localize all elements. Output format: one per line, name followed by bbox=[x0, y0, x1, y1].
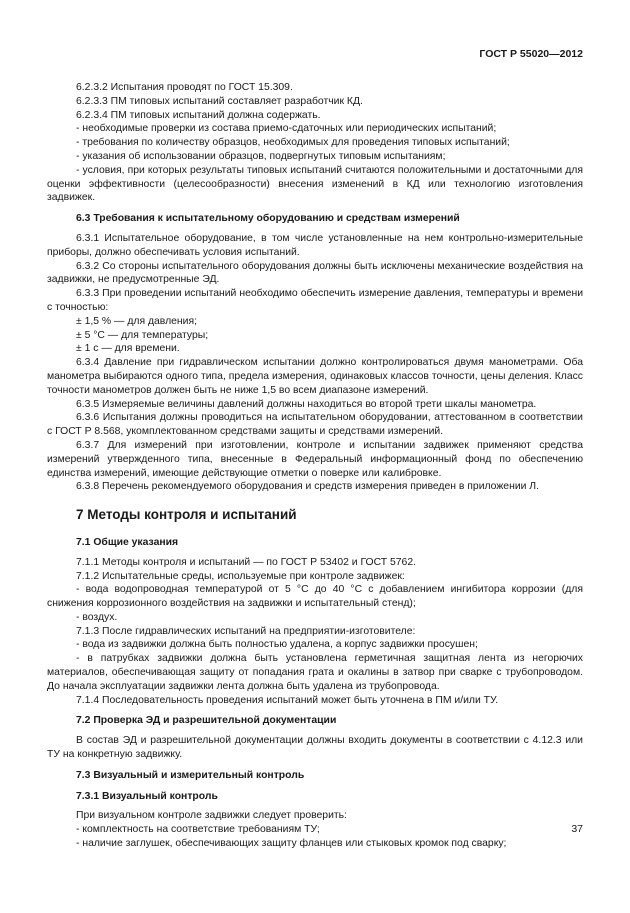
paragraph: 6.3.2 Со стороны испытательного оборудования должны быть исключены механические воздействия на задвижки, не предусмотренные ЭД. bbox=[47, 260, 583, 286]
list-item: - требования по количеству образцов, необходимых для проведения типовых испытаний; bbox=[76, 137, 510, 149]
paragraph: 7.1.4 Последовательность проведения испытаний может быть уточнена в ПМ и/или ТУ. bbox=[76, 694, 499, 706]
list-item: - необходимые проверки из состава приемо-сдаточных или периодических испытаний; bbox=[76, 123, 497, 135]
section-heading-6-3: 6.3 Требования к испытательному оборудованию и средствам измерений bbox=[76, 213, 460, 225]
page-number: 37 bbox=[571, 823, 583, 835]
document-id-header: ГОСТ Р 55020—2012 bbox=[479, 48, 583, 60]
paragraph: 6.3.4 Давление при гидравлическом испытании должно контролироваться двумя манометрами. Оба манометра выбираются одного типа, предела измерения, одинаковых классов точности, цены деления. Класс точности манометров должен быть не ниже 1,5 во всем диапазоне измерений. bbox=[47, 357, 583, 396]
paragraph: 7.1.1 Методы контроля и испытаний — по ГОСТ Р 53402 и ГОСТ 5762. bbox=[76, 556, 416, 568]
section-heading-7-1: 7.1 Общие указания bbox=[76, 536, 179, 548]
paragraph: При визуальном контроле задвижки следует проверить: bbox=[76, 810, 347, 822]
list-item: - условия, при которых результаты типовых испытаний считаются положительными и достаточными для оценки эффективности (целесообразности) внесения изменений в КД или технологию изготовления задвижек. bbox=[47, 164, 583, 204]
list-item: ± 1 с — для времени. bbox=[76, 343, 180, 355]
list-item: ± 5 °С — для температуры; bbox=[76, 329, 209, 341]
subsection-heading-7-3-1: 7.3.1 Визуальный контроль bbox=[76, 790, 218, 802]
paragraph: В состав ЭД и разрешительной документации должны входить документы в соответствии с 4.12.3 или ТУ на конкретную задвижку. bbox=[47, 735, 583, 761]
section-heading-7-3: 7.3 Визуальный и измерительный контроль bbox=[76, 769, 305, 781]
list-item: ± 1,5 % — для давления; bbox=[76, 315, 197, 327]
list-item: - в патрубках задвижки должна быть установлена герметичная защитная лента из негорючих материалов, обеспечивающая защиту от попадания грата и окалины в затвор при сварке с трубопроводом. До начала эксплуатации задвижки лента должна быть удалена из трубопровода. bbox=[47, 653, 583, 692]
section-heading-7-2: 7.2 Проверка ЭД и разрешительной документации bbox=[76, 715, 337, 727]
paragraph: 6.3.6 Испытания должны проводиться на испытательном оборудовании, аттестованном в соответствии с ГОСТ Р 8.568, укомплектованном средствами защиты и средствами измерений. bbox=[47, 412, 583, 438]
paragraph: 6.3.7 Для измерений при изготовлении, контроле и испытании задвижек применяют средства измерений утвержденного типа, внесенные в Федеральный информационный фонд по обеспечению единства измерений, имеющие действующие отметки о поверке или калибровке. bbox=[47, 439, 583, 479]
paragraph: 6.2.3.4 ПМ типовых испытаний должна содержать. bbox=[76, 109, 321, 121]
paragraph: 6.3.3 При проведении испытаний необходимо обеспечить измерение давления, температуры и времени с точностью: bbox=[47, 288, 583, 313]
paragraph: 7.1.2 Испытательные среды, используемые при контроле задвижек: bbox=[76, 570, 405, 582]
paragraph: 6.3.5 Измеряемые величины давлений должны находиться во второй трети шкалы манометра. bbox=[76, 398, 537, 410]
chapter-heading-7: 7 Методы контроля и испытаний bbox=[76, 507, 297, 523]
list-item: - вода водопроводная температурой от 5 °С до 40 °С с добавлением ингибитора коррозии (для снижения коррозионного воздействия на задвижки и испытательный стенд); bbox=[47, 584, 583, 610]
paragraph: 6.2.3.2 Испытания проводят по ГОСТ 15.309. bbox=[76, 82, 293, 93]
list-item: - наличие заглушек, обеспечивающих защиту фланцев или стыковых кромок под сварку; bbox=[76, 838, 507, 850]
page-content bbox=[47, 81, 583, 851]
paragraph: 6.2.3.3 ПМ типовых испытаний составляет разработчик КД. bbox=[76, 95, 363, 107]
list-item: - воздух. bbox=[76, 611, 118, 623]
list-item: - комплектность на соответствие требованиям ТУ; bbox=[76, 824, 320, 836]
list-item: - вода из задвижки должна быть полностью удалена, а корпус задвижки просушен; bbox=[76, 639, 478, 651]
list-item: - указания об использовании образцов, подвергнутых типовым испытаниям; bbox=[76, 150, 446, 162]
paragraph: 7.1.3 После гидравлических испытаний на предприятии-изготовителе: bbox=[76, 625, 416, 637]
paragraph: 6.3.8 Перечень рекомендуемого оборудования и средств измерения приведен в приложении Л. bbox=[76, 481, 540, 493]
paragraph: 6.3.1 Испытательное оборудование, в том числе установленные на нем контрольно-измерительные приборы, должно обеспечивать условия испытаний. bbox=[47, 232, 583, 258]
